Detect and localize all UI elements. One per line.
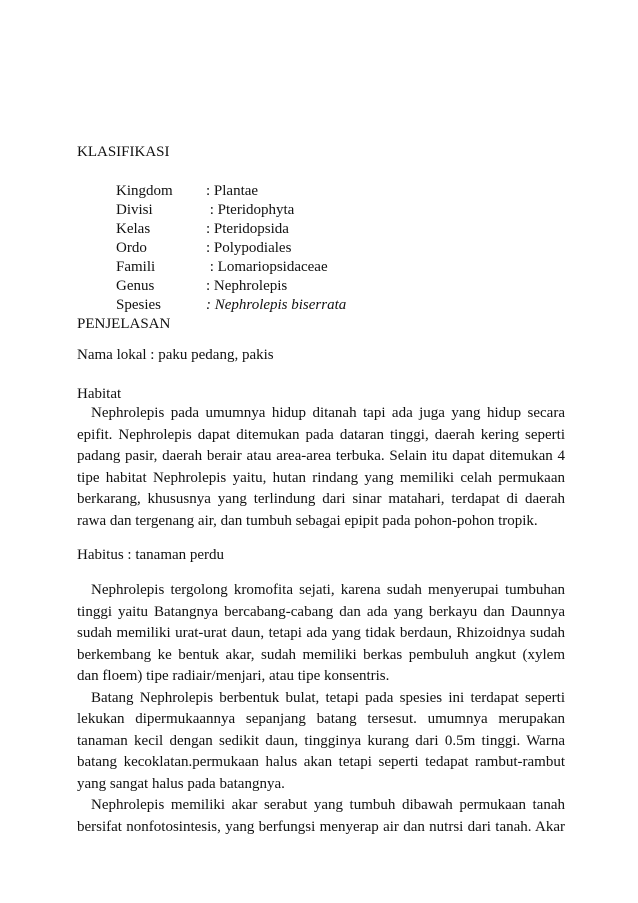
root-line: Nephrolepis memiliki akar serabut yang tumbuh dibawah permukaan tanah	[91, 797, 565, 813]
habitat-line: padang pasir, daerah berair atau area-area terbuka. Selain itu dapat ditemukan 4	[77, 448, 565, 464]
klasifikasi-heading: KLASIFIKASI	[77, 144, 170, 160]
classification-row-kingdom	[116, 182, 346, 201]
stem-line: lekukan dipermukaannya sepanjang batang tersesut. umumnya merupakan	[77, 711, 565, 727]
habitat-line: epifit. Nephrolepis dapat ditemukan pada dataran tinggi, daerah kering seperti	[77, 426, 565, 443]
morphology-paragraph	[77, 580, 565, 838]
classification-value: : Plantae	[206, 183, 259, 199]
habitat-line: Nephrolepis pada umumnya hidup ditanah tapi ada juga yang hidup secara	[91, 405, 565, 421]
classification-value: : Pteridophyta	[206, 202, 295, 218]
classification-rank: Kelas	[116, 221, 151, 237]
habitus-text: Habitus : tanaman perdu	[77, 547, 225, 563]
stem-line: yang sangat halus pada batangnya.	[77, 775, 285, 792]
classification-rank: Genus	[116, 278, 155, 294]
classification-rank: Kingdom	[116, 183, 173, 199]
classification-rank: Famili	[116, 259, 156, 275]
classification-row-genus	[116, 277, 346, 296]
penjelasan-heading: PENJELASAN	[77, 316, 171, 332]
habitat-heading: Habitat	[77, 386, 122, 402]
classification-rank: Divisi	[116, 202, 153, 218]
morphology-line: Nephrolepis tergolong kromofita sejati, karena sudah menyerupai tumbuhan	[91, 582, 565, 598]
nama-lokal-text: Nama lokal : paku pedang, pakis	[77, 347, 274, 363]
morphology-line: berkembang ke bentuk akar, sudah memiliki berkas pembuluh angkut (xylem	[77, 646, 565, 663]
habitat-paragraph	[77, 403, 565, 532]
classification-value: : Nephrolepis	[206, 278, 288, 294]
classification-row-ordo	[116, 239, 346, 258]
classification-value: : Polypodiales	[206, 240, 292, 256]
habitat-line: rawa dan tergenang air, dan tumbuh sebagai epipit pada pohon-pohon tropik.	[77, 512, 538, 529]
classification-row-spesies	[116, 296, 346, 315]
classification-rank: Spesies	[116, 297, 161, 313]
habitat-line: berkarang, khususnya yang terlindung dari sinar matahari, terdapat di daerah	[77, 491, 565, 507]
stem-line: batang kecoklatan.permukaan halus akan tetapi seperti tedapat rambut-rambut	[77, 754, 565, 770]
classification-value: : Nephrolepis biserrata	[206, 297, 347, 313]
morphology-line: dan floem) tipe radiair/menjari, atau tipe konsentris.	[77, 668, 390, 684]
classification-row-divisi	[116, 201, 346, 220]
stem-line: tanaman kecil dengan sedikit daun, tingginya kurang dari 0.5m tinggi. Warna	[77, 732, 565, 749]
root-line: bersifat nonfotosintesis, yang berfungsi menyerap air dan nutrsi dari tanah. Akar	[77, 818, 565, 835]
classification-value: : Pteridopsida	[206, 221, 289, 237]
classification-row-kelas	[116, 220, 346, 239]
morphology-line: tinggi yaitu Batangnya bercabang-cabang dan ada yang berkayu dan Daunnya	[77, 603, 565, 620]
classification-row-famili	[116, 258, 346, 277]
classification-table	[116, 182, 346, 315]
stem-line: Batang Nephrolepis berbentuk bulat, tetapi pada spesies ini terdapat seperti	[91, 689, 565, 706]
habitat-line: tipe habitat Nephrolepis yaitu, hutan rindang yang memiliki celah permukaan	[77, 469, 565, 486]
classification-rank: Ordo	[116, 240, 147, 256]
morphology-line: sudah memiliki urat-urat daun, tetapi ada yang tidak berdaun, Rhizoidnya sudah	[77, 625, 565, 641]
classification-value: : Lomariopsidaceae	[206, 259, 328, 275]
